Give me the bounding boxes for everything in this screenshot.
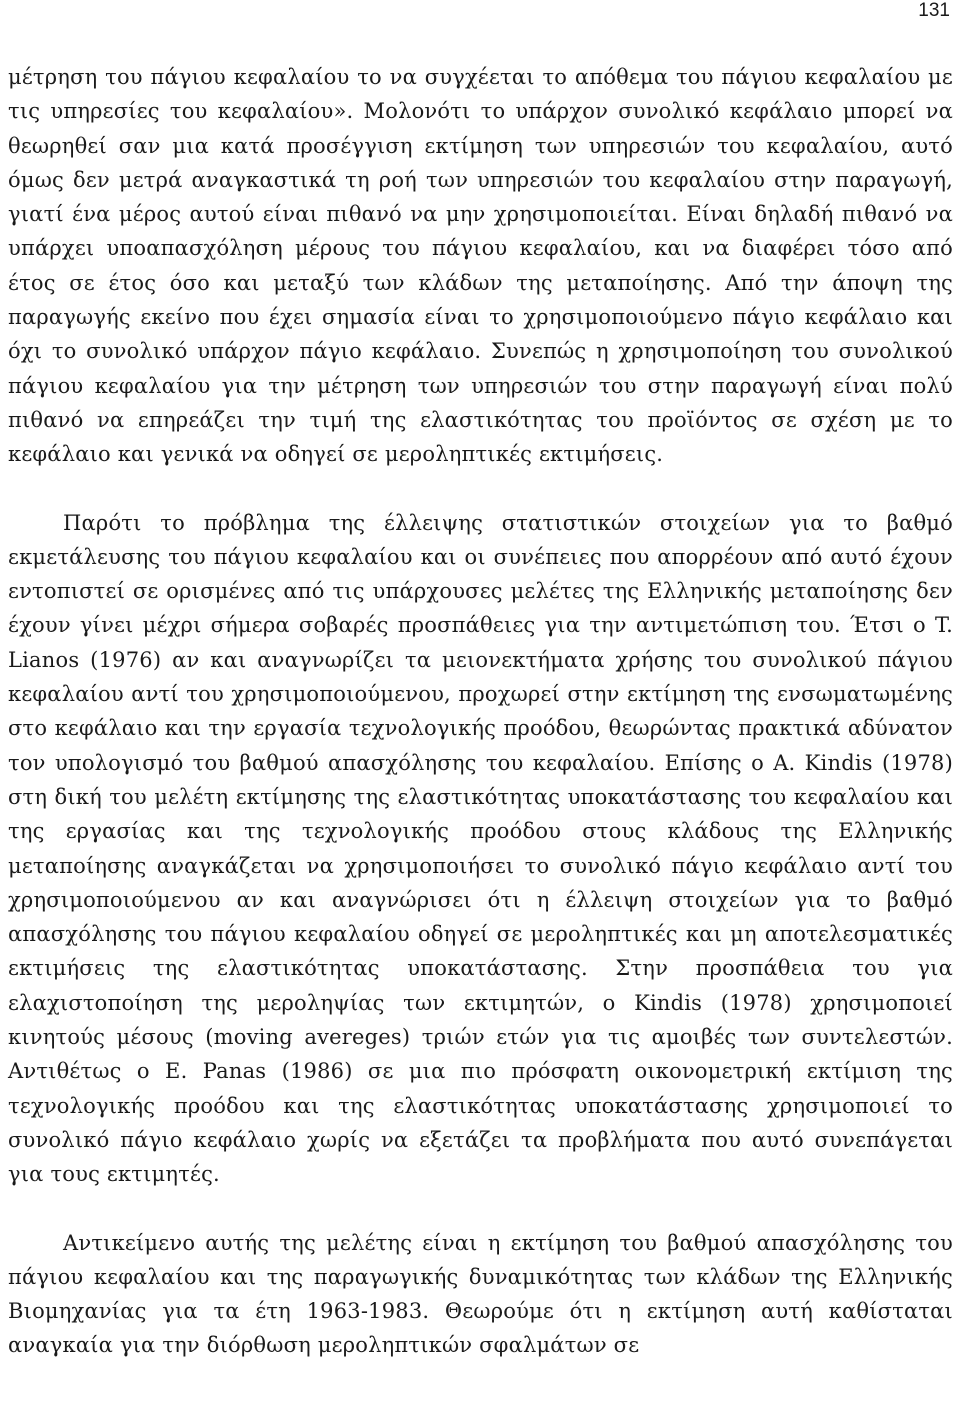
paragraph-2: Παρότι το πρόβλημα της έλλειψης στατιστικών στοιχείων για το βαθμό εκμετάλευσης του πάγιου κεφαλαίου και οι συνέπειες που απορρέουν από αυτό έχουν εντοπιστεί σε ορισμένες από τις υπάρχουσες μελέτες της Ελληνικής μεταποίησης δεν έχουν γίνει μέχρι σήμερα σοβαρές προσπάθειες για την αντιμετώπιση του. Έτσι ο T. Lianos (1976) αν και αναγνωρίζει τα μειονεκτήματα χρήσης του συνολικού πάγιου κεφαλαίου αντί του χρησιμοποιούμενου, προχωρεί στην εκτίμηση της ενσωματωμένης στο κεφάλαιο και την εργασία τεχνολογικής προόδου, θεωρώντας πρακτικά αδύνατον τον υπολογισμό του βαθμού απασχόλησης του κεφαλαίου. Επίσης ο A. Kindis (1978) στη δική του μελέτη εκτίμησης της ελαστικότητας υποκατάστασης του κεφαλαίου και της εργασίας και της τεχνολογικής προόδου στους κλάδους της Ελληνικής μεταποίησης αναγκάζεται να χρησιμοποιήσει το συνολικό πάγιο κεφάλαιο αντί του χρησιμοποιούμενου αν και αναγνώρισει ότι η έλλειψη στοιχείων για το βαθμό απασχόλησης του πάγιου κεφαλαίου οδηγεί σε μεροληπτικές και μη αποτελεσματικές εκτιμήσεις της ελαστικότητας υποκατάστασης. Στην προσπάθεια του για ελαχιστοποίηση της μεροληψίας των εκτιμητών, ο Kindis (1978) χρησιμοποιεί κινητούς μέσους (moving avereges) τριών ετών για τις αμοιβές των συντελεστών. Αντιθέτως ο E. Panas (1986) σε μια πιο πρόσφατη οικονομετρική εκτίμιση της τεχνολογικής προόδου και της ελαστικότητας υποκατάστασης χρησιμοποιεί το συνολικό πάγιο κεφάλαιο χωρίς να εξετάζει τα προβλήματα που αυτό συνεπάγεται για τους εκτιμητές. — [8, 510, 953, 1187]
paragraph-3: Αντικείμενο αυτής της μελέτης είναι η εκτίμηση του βαθμού απασχόλησης του πάγιου κεφαλαίου και της παραγωγικής δυναμικότητας των κλάδων της Ελληνικής Βιομηχανίας για τα έτη 1963-1983. Θεωρούμε ότι η εκτίμηση αυτή καθίσταται αναγκαία για την διόρθωση μεροληπτικών σφαλμάτων σε — [8, 1230, 953, 1358]
paragraph-1: μέτρηση του πάγιου κεφαλαίου το να συγχέεται το απόθεμα του πάγιου κεφαλαίου με τις υπηρεσίες του κεφαλαίου». Μολονότι το υπάρχον συνολικό κεφάλαιο μπορεί να θεωρηθεί σαν μια κατά προσέγγιση εκτίμηση των υπηρεσιών του κεφαλαίου, αυτό όμως δεν μετρά αναγκαστικά τη ροή των υπηρεσιών του κεφαλαίου στην παραγωγή, γιατί ένα μέρος αυτού είναι πιθανό να μην χρησιμοποιείται. Είναι δηλαδή πιθανό να υπάρχει υποαπασχόληση μέρους του πάγιου κεφαλαίου, και να διαφέρει τόσο από έτος σε έτος όσο και μεταξύ των κλάδων της μεταποίησης. Από την άποψη της παραγωγής εκείνο που έχει σημασία είναι το χρησιμοποιούμενο πάγιο κεφάλαιο και όχι το συνολικό υπάρχον πάγιο κεφάλαιο. Συνεπώς η χρησιμοποίηση του συνολικού πάγιου κεφαλαίου για την μέτρηση των υπηρεσιών του στην παραγωγή είναι πολύ πιθανό να επηρεάζει την τιμή της ελαστικότητας του προϊόντος σε σχέση με το κεφάλαιο και γενικά να οδηγεί σε μεροληπτικές εκτιμήσεις. — [8, 65, 953, 467]
page-number: 131 — [918, 0, 950, 21]
page-body — [8, 60, 953, 1363]
